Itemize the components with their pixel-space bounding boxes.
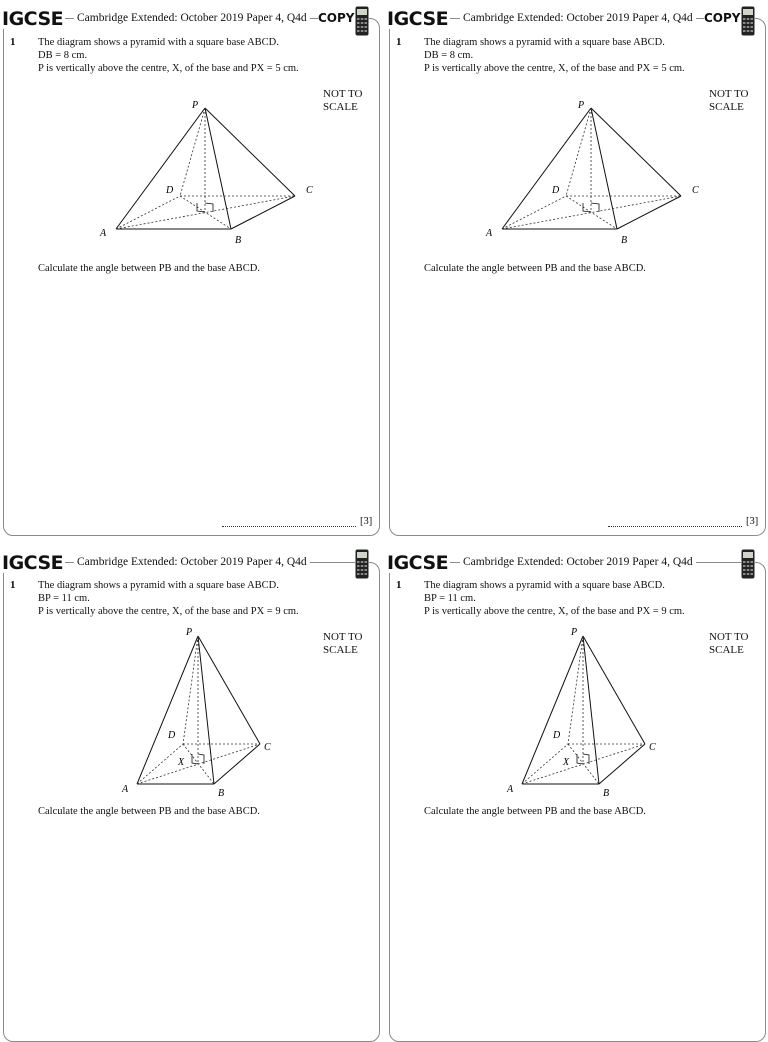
header-title: Cambridge Extended: October 2019 Paper 4, Q4d: [460, 10, 696, 26]
question-number: 1: [396, 36, 402, 48]
brand-logo: IGCSE: [387, 8, 449, 30]
marks-label: [3]: [360, 516, 373, 527]
question-line-2: BP = 11 cm.: [424, 593, 476, 604]
label-a: A: [100, 228, 107, 239]
label-d: D: [553, 730, 561, 741]
label-d: D: [552, 185, 560, 196]
label-b: B: [235, 235, 242, 246]
not-to-scale-note: NOT TO SCALE: [323, 631, 363, 656]
copy-label: COPY: [318, 11, 355, 25]
label-p: P: [192, 100, 199, 111]
label-a: A: [122, 784, 129, 795]
worksheet-card-1: [0, 0, 384, 527]
label-c: C: [692, 185, 699, 196]
label-c: C: [264, 742, 271, 753]
label-p: P: [186, 627, 193, 638]
label-b: B: [218, 788, 225, 799]
brand-logo: IGCSE: [2, 552, 64, 574]
label-b: B: [603, 788, 610, 799]
question-line-1: The diagram shows a pyramid with a square base ABCD.: [38, 37, 279, 48]
label-x: X: [563, 757, 570, 768]
label-a: A: [486, 228, 493, 239]
worksheet-card-2: [384, 0, 768, 527]
not-to-scale-note: NOT TO SCALE: [709, 88, 749, 113]
question-line-2: BP = 11 cm.: [38, 593, 90, 604]
question-line-3: P is vertically above the centre, X, of the base and PX = 9 cm.: [38, 606, 299, 617]
marks-label: [3]: [746, 516, 759, 527]
question-number: 1: [10, 36, 16, 48]
header-title: Cambridge Extended: October 2019 Paper 4, Q4d: [74, 10, 310, 26]
answer-line[interactable]: [222, 526, 356, 527]
header-title: Cambridge Extended: October 2019 Paper 4, Q4d: [460, 554, 696, 570]
question-line-1: The diagram shows a pyramid with a square base ABCD.: [424, 580, 665, 591]
worksheet-card-3: [0, 542, 384, 1024]
header-title: Cambridge Extended: October 2019 Paper 4, Q4d: [74, 554, 310, 570]
pyramid-diagram: [0, 542, 384, 802]
question-number: 1: [396, 579, 402, 591]
answer-line[interactable]: [608, 526, 742, 527]
pyramid-diagram: [0, 0, 384, 260]
label-c: C: [306, 185, 313, 196]
not-to-scale-note: NOT TO SCALE: [709, 631, 749, 656]
label-x: X: [178, 757, 185, 768]
question-number: 1: [10, 579, 16, 591]
question-prompt: Calculate the angle between PB and the base ABCD.: [38, 806, 260, 817]
question-line-2: DB = 8 cm.: [424, 50, 474, 61]
question-line-3: P is vertically above the centre, X, of the base and PX = 5 cm.: [38, 63, 299, 74]
question-prompt: Calculate the angle between PB and the base ABCD.: [38, 263, 260, 274]
label-a: A: [507, 784, 514, 795]
question-line-1: The diagram shows a pyramid with a square base ABCD.: [424, 37, 665, 48]
pyramid-diagram: [384, 542, 768, 802]
question-line-2: DB = 8 cm.: [38, 50, 88, 61]
pyramid-diagram: [384, 0, 768, 260]
not-to-scale-note: NOT TO SCALE: [323, 88, 363, 113]
label-d: D: [168, 730, 176, 741]
label-b: B: [621, 235, 628, 246]
worksheet-card-4: [384, 542, 768, 1024]
label-p: P: [578, 100, 585, 111]
question-line-3: P is vertically above the centre, X, of the base and PX = 5 cm.: [424, 63, 685, 74]
brand-logo: IGCSE: [387, 552, 449, 574]
label-d: D: [166, 185, 174, 196]
label-c: C: [649, 742, 656, 753]
question-line-1: The diagram shows a pyramid with a square base ABCD.: [38, 580, 279, 591]
question-line-3: P is vertically above the centre, X, of the base and PX = 9 cm.: [424, 606, 685, 617]
label-p: P: [571, 627, 578, 638]
brand-logo: IGCSE: [2, 8, 64, 30]
question-prompt: Calculate the angle between PB and the base ABCD.: [424, 806, 646, 817]
copy-label: COPY: [704, 11, 741, 25]
question-prompt: Calculate the angle between PB and the base ABCD.: [424, 263, 646, 274]
